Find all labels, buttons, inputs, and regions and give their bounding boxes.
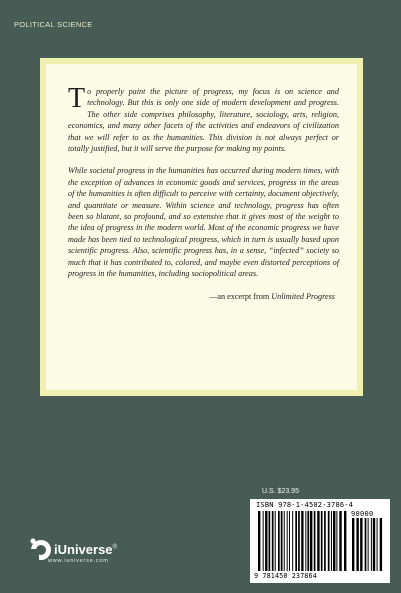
barcode-bar [333,511,335,571]
barcode-bar [365,518,367,571]
barcode-bar [301,511,303,571]
barcode-bar [371,518,372,571]
barcode-bar [368,518,369,571]
excerpt-paragraph-1 [68,83,339,154]
barcode-bar [289,511,290,571]
barcode [250,499,390,583]
barcode-bar [307,511,309,571]
book-title: Unlimited Progress [271,291,335,301]
barcode-bar [305,511,306,571]
barcode-bar [352,518,354,571]
barcode-bar [265,511,267,571]
publisher-name [54,542,117,557]
barcode-bar [380,518,382,571]
attribution-prefix: —an excerpt from [209,291,272,301]
publisher-name-text: iUniverse [54,541,113,557]
category-label: POLITICAL SCIENCE [14,20,93,29]
addon-barcode-bars [352,518,384,571]
barcode-bar [295,511,297,571]
barcode-bar [360,518,362,571]
barcode-bar [377,518,378,571]
barcode-bar [269,511,271,571]
barcode-bar [331,511,332,571]
barcode-bar [328,511,330,571]
barcode-bar [321,511,323,571]
price-label: U.S. $23.95 [262,488,299,495]
barcode-bar [373,518,375,571]
barcode-bar [258,511,260,571]
addon-digits: 90000 [351,510,374,518]
excerpt-panel [40,58,363,396]
registered-mark: ® [112,544,117,551]
barcode-bar [344,511,346,571]
barcode-bar [310,511,312,571]
barcode-bar [263,511,264,571]
barcode-bar [284,511,285,571]
paragraph-1-text: o properly paint the picture of progress, my focus is on science and technology. But this is only one side of modern development and progress. The other side comprises philosophy, literature, sociology, arts, religion, economics, and many other facets of the activities and endeavors of civilization that we will refer to as the humanities. This division is not always perfect or totally justified, but it will serve the purpose for making my points. [68,87,339,154]
publisher-url: www.iuniverse.com [48,558,109,564]
barcode-bar [336,511,337,571]
excerpt-paragraph-2: While societal progress in the humanities has occurred during modern times, with the exception of advances in economic goods and services, progress in the areas of the humanities is often difficult to perceive with certainty, document objectively, and quantitate or measure. Within science and technology, progress has often been so blatant, so profound, and so extensive that it gives most of the weight to the idea of progress in the modern world. Most of the economic progress we have made has been tied to technological progress, which in turn is usually based upon scientific progress. Also, scientific progress has, in a sense, “infected” society so much that it has contributed to, colored, and maybe even distorted perceptions of progress in the humanities, including sociopolitical areas. [68,166,339,279]
barcode-bar [287,511,288,571]
excerpt-panel-inner [46,64,357,390]
barcode-bar [339,511,341,571]
ean-barcode-bars [258,511,348,571]
drop-cap: T [68,83,86,114]
barcode-bar [292,511,293,571]
barcode-bar [314,511,316,571]
barcode-bar [324,511,326,571]
barcode-bar [281,511,283,571]
ean-digits: 9 781450 237864 [254,572,317,580]
barcode-bar [275,511,276,571]
excerpt-attribution [68,291,339,302]
barcode-bar [298,511,300,571]
barcode-bar [272,511,274,571]
barcode-bar [356,518,358,571]
barcode-bar [317,511,319,571]
barcode-bar [278,511,280,571]
isbn-label: ISBN 978-1-4502-3786-4 [256,501,354,509]
